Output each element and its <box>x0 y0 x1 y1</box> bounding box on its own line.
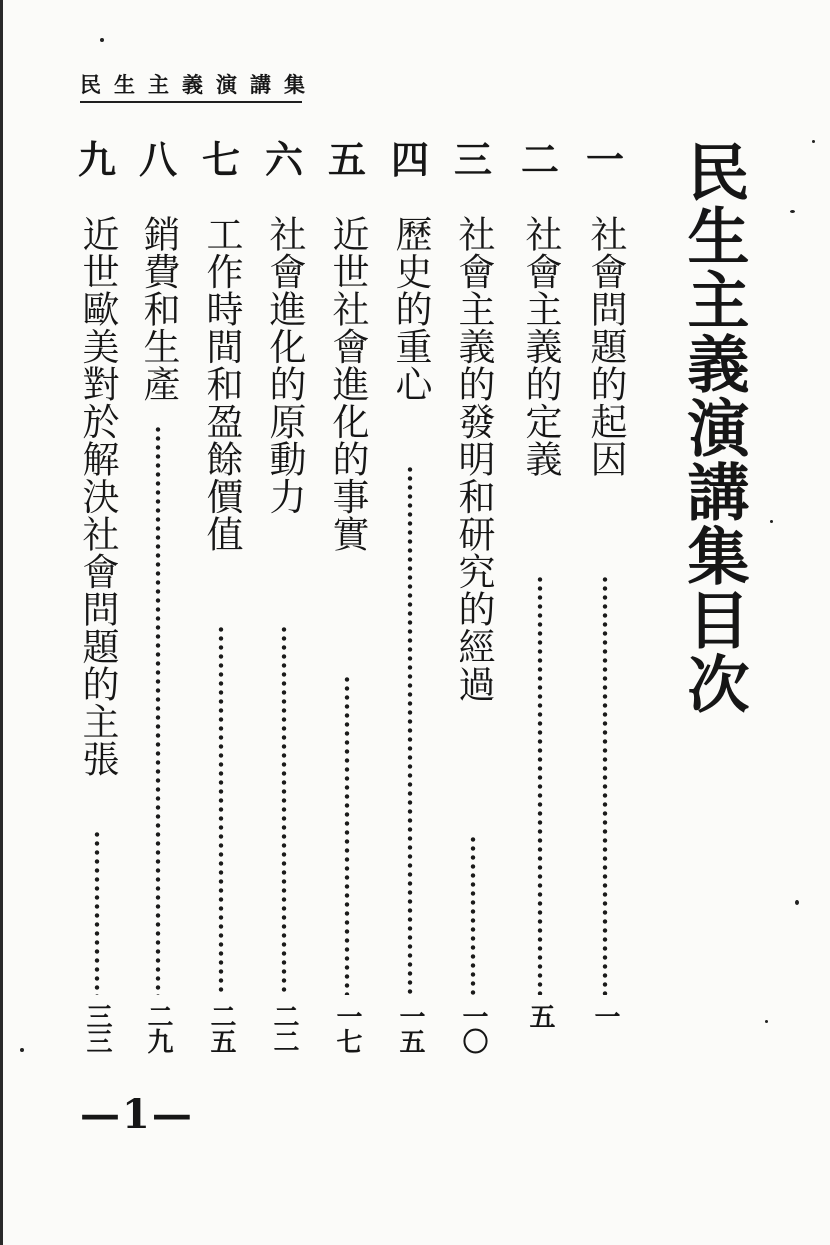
toc-entry-number: 一 <box>585 137 624 182</box>
toc-entry <box>259 135 309 1065</box>
toc-entry-page: 一五 <box>395 1003 425 1053</box>
toc-leader-dots <box>94 830 100 995</box>
toc-entry-title: 社會主義的發明和研究的經過 <box>452 215 495 703</box>
scan-speck <box>765 1020 768 1023</box>
page-edge-line <box>0 0 3 1245</box>
toc-title: 民生主義演講集目次 <box>677 140 750 716</box>
toc-entry-title: 銷費和生產 <box>137 215 180 403</box>
toc-entry-page: 一 <box>590 1003 620 1028</box>
toc-entry-page: 五 <box>525 1003 555 1028</box>
toc-entry-number: 六 <box>264 137 303 182</box>
toc-leader-dots <box>218 625 224 995</box>
toc-entry-number: 三 <box>453 137 492 182</box>
toc-entry-title: 社會問題的起因 <box>584 215 627 478</box>
toc-entry-number: 二 <box>520 137 559 182</box>
toc-entry-title: 社會主義的定義 <box>519 215 562 478</box>
toc-entry <box>72 135 122 1065</box>
page-number: —1— <box>80 1091 194 1138</box>
toc-entry <box>515 135 565 1065</box>
toc-entry-number: 四 <box>390 137 429 182</box>
toc-entry <box>448 135 498 1065</box>
toc-entry <box>580 135 630 1065</box>
toc-entry-title: 近世社會進化的事實 <box>326 215 369 553</box>
running-head-rule <box>80 101 302 103</box>
scan-speck <box>790 210 795 213</box>
toc-entry-page: 一〇 <box>458 1003 488 1053</box>
toc-entry-number: 七 <box>201 137 240 182</box>
toc-entry-title: 工作時間和盈餘價值 <box>200 215 243 553</box>
toc-leader-dots <box>470 835 476 995</box>
toc-entry-title: 社會進化的原動力 <box>263 215 306 515</box>
toc-leader-dots <box>281 625 287 995</box>
toc-entry-page: 一七 <box>332 1003 362 1053</box>
toc-leader-dots <box>602 575 608 995</box>
running-head: 民生主義演講集 <box>80 72 318 97</box>
toc-leader-dots <box>407 465 413 995</box>
scan-speck <box>20 1048 24 1052</box>
scan-speck <box>812 140 815 143</box>
scan-speck <box>770 520 773 523</box>
toc-entry-number: 八 <box>138 137 177 182</box>
toc-entry <box>133 135 183 1065</box>
toc-entry <box>385 135 435 1065</box>
toc-entry <box>322 135 372 1065</box>
toc-entry-title: 歷史的重心 <box>389 215 432 403</box>
toc-entry-page: 二九 <box>143 1003 173 1053</box>
toc-leader-dots <box>155 425 161 995</box>
toc-entry-title: 近世歐美對於解決社會問題的主張 <box>76 215 119 778</box>
toc-entry-number: 九 <box>77 137 116 182</box>
toc-entry-page: 二五 <box>206 1003 236 1053</box>
toc-leader-dots <box>344 675 350 995</box>
scan-speck <box>795 900 799 905</box>
toc-entry-page: 二二 <box>269 1003 299 1053</box>
toc-entry-number: 五 <box>327 137 366 182</box>
toc-entry-page: 三三 <box>82 1003 112 1053</box>
toc-leader-dots <box>537 575 543 995</box>
scan-speck <box>100 38 104 42</box>
toc-entry <box>196 135 246 1065</box>
